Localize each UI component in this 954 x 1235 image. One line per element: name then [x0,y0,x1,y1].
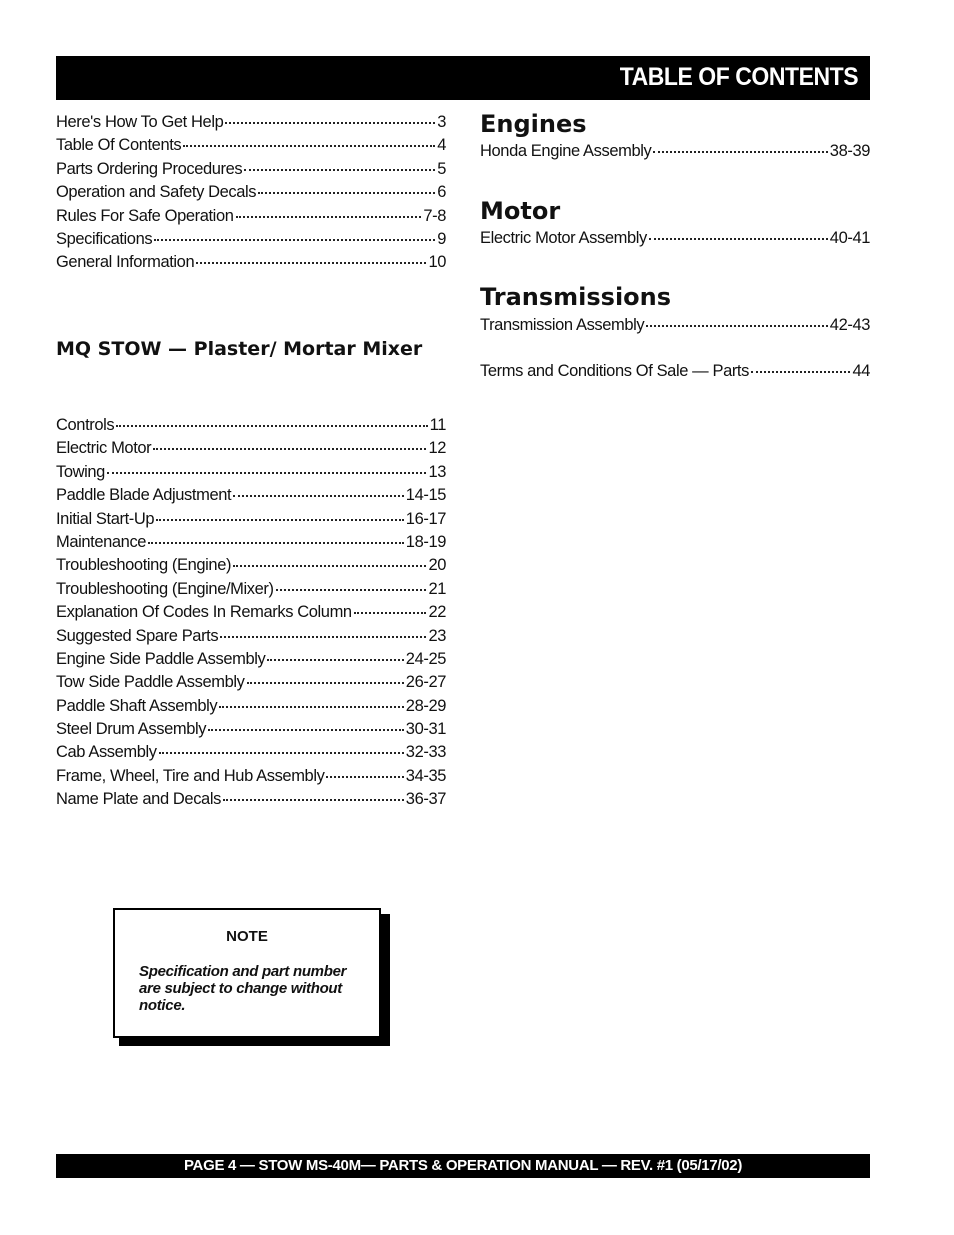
toc-entry [56,253,446,276]
toc-entry [56,627,446,650]
page-title: TABLE OF CONTENTS [619,63,858,91]
toc-entry [56,463,446,486]
footer-text: PAGE 4 — STOW MS-40M— PARTS & OPERATION MANUAL — REV. #1 (05/17/02) [183,1157,743,1174]
toc-entry-page: 3 [437,113,446,131]
note-heading: NOTE [226,928,268,945]
toc-entry-label: Parts Ordering Procedures [56,159,243,178]
dot-leader [267,659,403,661]
dot-leader [258,192,435,194]
dot-leader [233,495,404,497]
toc-entry [56,207,446,230]
toc-entry-page: 40-41 [829,229,870,247]
toc-entry-page: 42-43 [829,316,870,334]
toc-entry-label: Troubleshooting (Engine) [56,556,232,575]
note-box [113,908,381,1038]
toc-entry-page: 6 [437,183,446,202]
dot-leader [653,151,827,153]
toc-entry-label: Frame, Wheel, Tire and Hub Assembly [56,766,325,785]
toc-entry-label: Steel Drum Assembly [56,720,207,739]
dot-leader [354,612,427,614]
footer-bar [56,1154,870,1178]
toc-entry-label: Electric Motor [56,439,152,458]
dot-leader [646,325,828,327]
dot-leader [276,589,427,591]
transmissions-section-title: Transmissions [480,283,672,311]
toc-entry-label: Cab Assembly [56,743,157,762]
toc-entry [56,439,446,462]
toc-entry [480,229,870,252]
toc-entry-page: 22 [428,603,446,622]
toc-entry [56,183,446,206]
toc-entry-page: 9 [437,229,446,248]
toc-entry-label: Controls [56,416,115,434]
toc-entry [480,316,870,339]
toc-entry [56,673,446,696]
toc-entry [56,113,446,136]
toc-general-list [56,113,446,277]
toc-entry [56,580,446,603]
dot-leader [159,752,404,754]
dot-leader [220,636,426,638]
engines-section-title: Engines [480,110,587,138]
toc-entry-label: Table Of Contents [56,136,182,155]
dot-leader [751,371,850,373]
toc-entry-label: Specifications [56,229,153,248]
header-bar [56,56,870,100]
toc-entry [56,416,446,439]
toc-entry-label: Tow Side Paddle Assembly [56,673,245,692]
toc-entry-page: 30-31 [405,720,446,739]
toc-entry-label: Rules For Safe Operation [56,206,234,225]
toc-entry-label: Engine Side Paddle Assembly [56,649,266,668]
toc-entry-page: 14-15 [405,486,446,505]
dot-leader [233,565,426,567]
toc-entry [56,650,446,673]
dot-leader [156,519,404,521]
toc-entry-page: 36-37 [405,790,446,809]
toc-mixer-list [56,416,446,814]
toc-entry-label: Suggested Spare Parts [56,626,219,645]
toc-entry-page: 16-17 [405,509,446,528]
toc-entry-label: Initial Start-Up [56,509,155,528]
toc-entry [56,720,446,743]
toc-entry-page: 18-19 [405,532,446,551]
dot-leader [236,216,422,218]
dot-leader [649,238,828,240]
toc-entry [56,603,446,626]
toc-entry [56,743,446,766]
toc-entry-page: 38-39 [829,142,870,160]
note-body: Specification and part number are subject to change without notice. [139,963,347,1014]
toc-entry-label: Terms and Conditions Of Sale — Parts [480,362,749,380]
toc-entry [480,142,870,165]
dot-leader [208,729,404,731]
toc-entry-page: 26-27 [405,673,446,692]
mixer-section-title: MQ STOW — Plaster/ Mortar Mixer [56,338,423,360]
toc-entry-page: 44 [852,362,870,380]
toc-entry-page: 23 [428,626,446,645]
toc-entry-label: Towing [56,462,105,481]
toc-entry-label: General Information [56,253,195,272]
toc-motor-list [480,229,870,252]
toc-entry [56,767,446,790]
toc-entry [56,160,446,183]
toc-entry [56,533,446,556]
toc-entry-label: Transmission Assembly [480,316,645,334]
toc-entry [56,486,446,509]
toc-entry-label: Explanation Of Codes In Remarks Column [56,603,352,622]
toc-entry-page: 7-8 [423,206,446,225]
toc-entry-page: 4 [437,136,446,155]
toc-entry-page: 20 [428,556,446,575]
dot-leader [154,239,435,241]
toc-entry-label: Honda Engine Assembly [480,142,652,160]
toc-entry [56,230,446,253]
toc-entry-label: Troubleshooting (Engine/Mixer) [56,579,274,598]
toc-entry-page: 24-25 [405,649,446,668]
dot-leader [223,799,404,801]
toc-entry-label: Electric Motor Assembly [480,229,647,247]
dot-leader [326,776,403,778]
toc-entry-label: Operation and Safety Decals [56,183,257,202]
toc-engines-list [480,142,870,165]
toc-entry-label: Paddle Shaft Assembly [56,696,218,715]
toc-entry-label: Here's How To Get Help [56,113,224,131]
toc-entry-page: 28-29 [405,696,446,715]
dot-leader [244,169,435,171]
dot-leader [148,542,404,544]
motor-section-title: Motor [480,197,561,225]
toc-entry [56,697,446,720]
dot-leader [219,706,404,708]
dot-leader [116,425,427,427]
toc-terms-list [480,362,870,385]
toc-entry-page: 32-33 [405,743,446,762]
toc-entry [56,510,446,533]
dot-leader [196,262,426,264]
toc-entry-page: 5 [437,159,446,178]
toc-entry-page: 11 [429,416,446,434]
dot-leader [247,682,404,684]
toc-entry-label: Name Plate and Decals [56,790,221,809]
toc-entry-page: 21 [428,579,446,598]
toc-entry-label: Maintenance [56,532,147,551]
toc-entry-page: 10 [428,253,446,272]
dot-leader [153,448,426,450]
dot-leader [225,122,435,124]
toc-entry-page: 12 [428,439,446,458]
toc-entry [56,790,446,813]
toc-entry-page: 13 [428,462,446,481]
toc-entry-label: Paddle Blade Adjustment [56,486,232,505]
toc-entry [56,556,446,579]
toc-entry-page: 34-35 [405,766,446,785]
toc-entry [480,362,870,385]
toc-transmissions-list [480,316,870,339]
dot-leader [183,145,435,147]
dot-leader [107,472,426,474]
toc-entry [56,136,446,159]
